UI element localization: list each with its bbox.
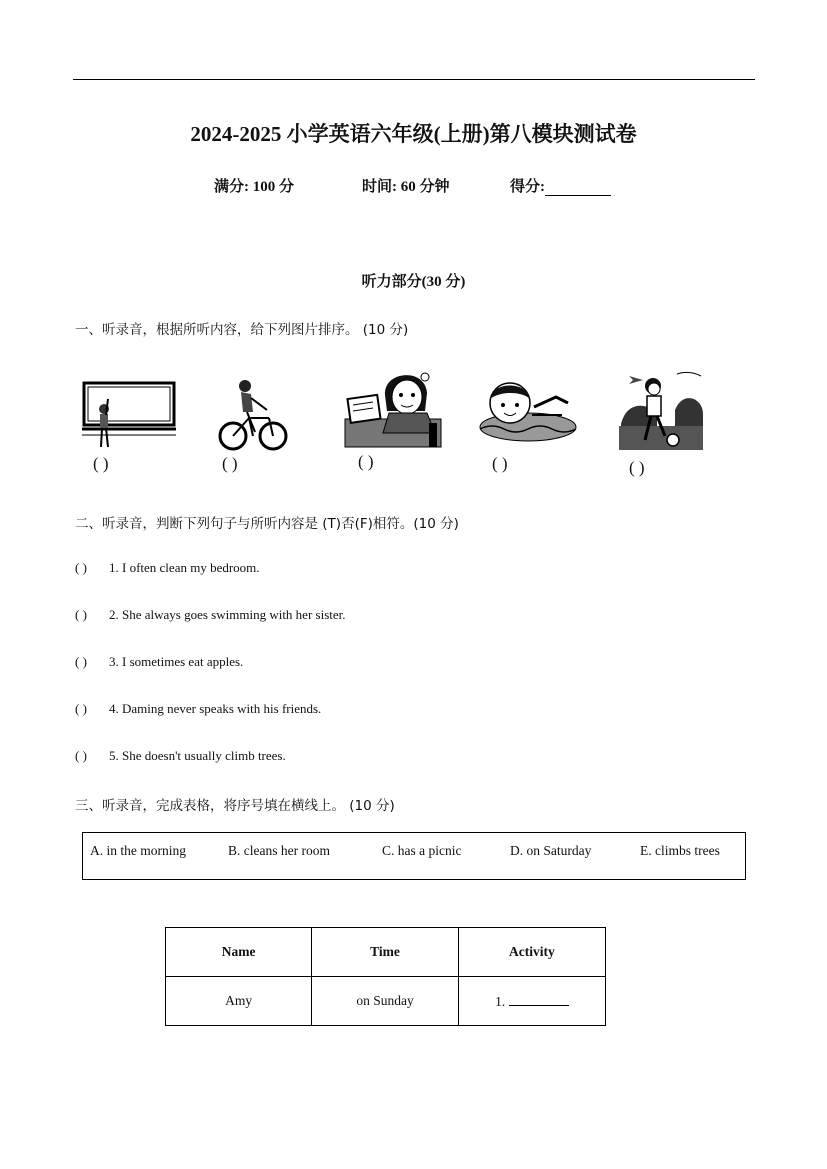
answer-table xyxy=(165,927,606,1026)
full-score: 满分: 100 分 xyxy=(214,179,294,195)
tf-text-4: 4. Daming never speaks with his friends. xyxy=(109,701,322,716)
tf-item-4 xyxy=(75,701,321,717)
cell-activity[interactable] xyxy=(458,977,605,1026)
picture-3-answer[interactable]: ( ) xyxy=(358,452,374,471)
tf-item-1 xyxy=(75,560,260,576)
table-header-row xyxy=(166,928,606,977)
tf-answer-4[interactable]: ( ) xyxy=(75,701,87,716)
listening-heading: 听力部分(30 分) xyxy=(361,274,466,290)
picture-5-answer[interactable]: ( ) xyxy=(629,458,645,477)
col-activity: Activity xyxy=(458,928,605,977)
activity-blank[interactable] xyxy=(509,993,569,1006)
tf-text-5: 5. She doesn't usually climb trees. xyxy=(109,748,286,763)
option-d: D. on Saturday xyxy=(510,843,592,858)
score-field[interactable] xyxy=(510,175,611,196)
tf-item-5 xyxy=(75,748,286,764)
tf-text-2: 2. She always goes swimming with her sister. xyxy=(109,607,346,622)
tf-answer-1[interactable]: ( ) xyxy=(75,560,87,575)
header-rule xyxy=(73,79,755,80)
activity-number: 1. xyxy=(495,993,506,1009)
question-2: 二、听录音，判断下列句子与所听内容是 (T)否(F)相符。(10 分) xyxy=(75,516,459,532)
tf-text-1: 1. I often clean my bedroom. xyxy=(109,560,260,575)
question-3: 三、听录音，完成表格，将序号填在横线上。 (10 分) xyxy=(75,798,395,814)
tf-item-2 xyxy=(75,607,346,623)
col-time: Time xyxy=(312,928,459,977)
tf-answer-3[interactable]: ( ) xyxy=(75,654,87,669)
option-a: A. in the morning xyxy=(90,843,186,858)
option-b: B. cleans her room xyxy=(228,843,330,858)
page-title: 2024-2025 小学英语六年级(上册)第八模块测试卷 xyxy=(190,122,637,146)
tf-answer-2[interactable]: ( ) xyxy=(75,607,87,622)
picture-4-answer[interactable]: ( ) xyxy=(492,454,508,473)
table-row xyxy=(166,977,606,1026)
question-1: 一、听录音，根据所听内容，给下列图片排序。 (10 分) xyxy=(75,322,409,338)
boy-swimming-icon xyxy=(472,375,578,445)
options-box xyxy=(82,832,746,880)
score-label: 得分: xyxy=(510,179,545,195)
cell-time: on Sunday xyxy=(312,977,459,1026)
tf-text-3: 3. I sometimes eat apples. xyxy=(109,654,244,669)
cell-name: Amy xyxy=(166,977,312,1026)
girl-riding-bike-icon xyxy=(217,376,289,452)
picture-2-answer[interactable]: ( ) xyxy=(222,454,238,473)
score-blank[interactable] xyxy=(545,181,611,196)
boy-at-blackboard-icon xyxy=(82,381,176,451)
option-e: E. climbs trees xyxy=(640,843,720,858)
tf-answer-5[interactable]: ( ) xyxy=(75,748,87,763)
picture-1-answer[interactable]: ( ) xyxy=(93,454,109,473)
girl-reading-book-icon xyxy=(343,367,443,449)
option-c: C. has a picnic xyxy=(382,843,462,858)
tf-item-3 xyxy=(75,654,243,670)
col-name: Name xyxy=(166,928,312,977)
time-limit: 时间: 60 分钟 xyxy=(362,179,450,195)
boy-playing-football-icon xyxy=(617,370,705,454)
